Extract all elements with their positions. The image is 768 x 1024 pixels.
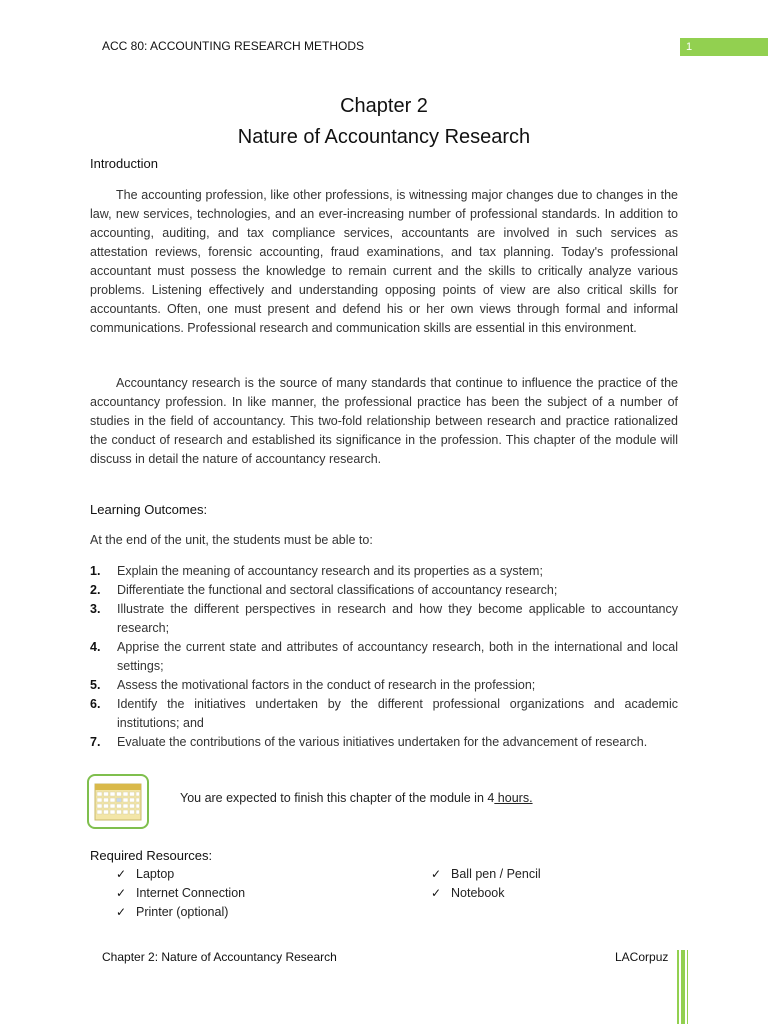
learning-outcomes-heading: Learning Outcomes: (90, 502, 208, 517)
footer-divider (681, 950, 685, 1024)
resources-left-list (116, 865, 245, 922)
checkmark-icon: ✓ (431, 867, 442, 881)
time-allotment-note: You are expected to finish this chapter of the module in 4 hours. (180, 791, 533, 805)
footer-chapter-title: Chapter 2: Nature of Accountancy Research (102, 950, 337, 964)
intro-paragraph-2: Accountancy research is the source of many standards that continue to influence the practice of the accountancy profession. In like manner, the professional practice has been the subject of a number of studies in the field of accountancy. This two-fold relationship between research and practice rationalized the conduct of research and established its significance in the profession. This chapter of the module will discuss in detail the nature of accountancy research. (90, 376, 678, 466)
list-item: ✓ Internet Connection (116, 884, 245, 903)
resources-right-list (431, 865, 541, 903)
list-item: 6. Identify the initiatives undertaken by the different professional organizations and academic institutions; and (90, 697, 678, 730)
checkmark-icon: ✓ (116, 886, 127, 900)
footer-author: LACorpuz (615, 950, 669, 964)
chapter-title: Nature of Accountancy Research (237, 126, 531, 148)
list-item: 5. Assess the motivational factors in the conduct of research in the profession; (90, 678, 536, 692)
footer-divider (687, 950, 688, 1024)
list-item: ✓ Notebook (431, 884, 541, 903)
list-item: 3. Illustrate the different perspectives in research and how they become applicable to accountancy research; (90, 602, 678, 635)
learning-outcomes-list (90, 562, 678, 752)
list-item: ✓ Laptop (116, 865, 245, 884)
checkmark-icon: ✓ (431, 886, 442, 900)
intro-paragraph-1: The accounting profession, like other professions, is witnessing major changes due to changes in the law, new services, technologies, and an ever-increasing number of professional standards. In addition to accounting, auditing, and tax compliance services, accountants are involved in such services as attestation reviews, forensic accounting, fraud examinations, and tax planning. Today's professional accountant must possess the knowledge to remain current and the skills to critically analyze various problems. Listening effectively and understanding opposing points of view are also critical skills for accountants. Often, one must present and defend his or her own views through formal and informal communications. Professional research and communication skills are essential in this environment. (90, 188, 678, 335)
chapter-number: Chapter 2 (340, 95, 428, 117)
list-item: ✓ Printer (optional) (116, 903, 245, 922)
checkmark-icon: ✓ (116, 867, 127, 881)
footer-divider (677, 950, 679, 1024)
checkmark-icon: ✓ (116, 905, 127, 919)
learning-outcomes-intro: At the end of the unit, the students must be able to: (90, 533, 373, 547)
list-item: 1. Explain the meaning of accountancy research and its properties as a system; (90, 564, 543, 578)
list-item: 4. Apprise the current state and attributes of accountancy research, both in the international and local settings; (90, 640, 678, 673)
calendar-icon (87, 774, 149, 829)
required-resources-heading: Required Resources: (90, 848, 213, 863)
list-item: 2. Differentiate the functional and sectoral classifications of accountancy research; (90, 583, 558, 597)
list-item: 7. Evaluate the contributions of the various initiatives undertaken for the advancement of research. (90, 735, 648, 749)
list-item: ✓ Ball pen / Pencil (431, 865, 541, 884)
introduction-heading: Introduction (90, 156, 158, 171)
header-title: ACC 80: ACCOUNTING RESEARCH METHODS (102, 39, 365, 53)
page-number-badge: 1 (680, 38, 768, 56)
